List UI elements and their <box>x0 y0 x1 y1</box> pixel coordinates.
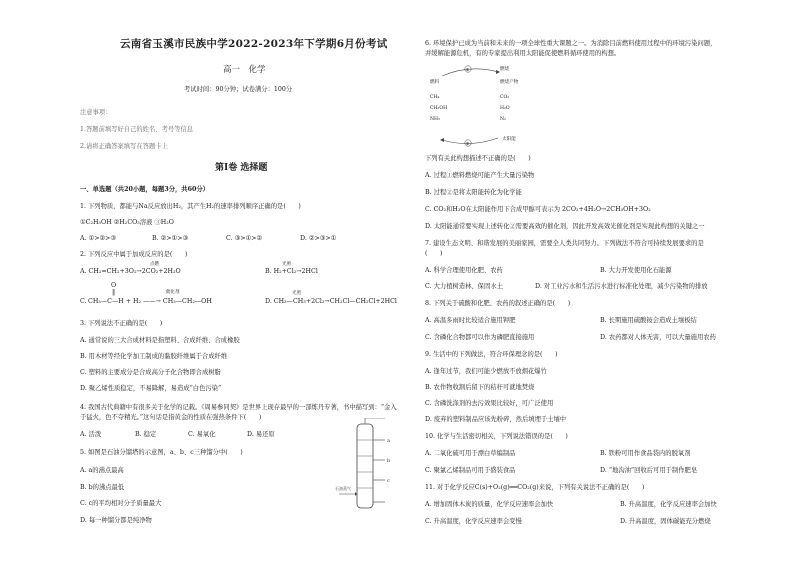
q2-a-condition: 点燃 <box>150 262 159 267</box>
diag-ch4: CH₄ <box>430 95 440 100</box>
question-2: 2. 下列反应中属于加成反应的是( ) <box>80 251 188 258</box>
section-title: 一、单选题（共20小题，每题3分，共60分） <box>80 186 209 193</box>
notice-title: 注意事项： <box>80 109 112 116</box>
svg-text:c: c <box>387 478 390 484</box>
q6-option-a: A. 过程①燃料燃烧可能产生大量污染物 <box>425 172 535 179</box>
q4-option-d: D. 易还原 <box>247 431 275 438</box>
q4-option-b: B. 稳定 <box>135 431 157 438</box>
notice-2: 2.请将正确答案填写在答题卡上 <box>80 143 168 150</box>
q2-c-double-bond: ‖ <box>112 289 116 296</box>
question-9: 9. 生活中的下列做法，符合环保理念的是( ) <box>425 351 558 358</box>
q2-option-b: B. H₂+Cl₂→2HCl <box>265 268 318 275</box>
q2-option-c: CH₃—C—H + H₂ ——→ CH₃—CH₂—OH <box>88 298 212 305</box>
diag-combust: 燃烧 <box>500 67 510 72</box>
q10-option-c: C. 聚氯乙烯制品可用于盛装食品 <box>425 467 516 474</box>
exam-info: 考试时间：90分钟；试卷满分：100分 <box>184 86 293 93</box>
svg-text:a: a <box>387 438 390 444</box>
tower-input-label: 石油蒸气 <box>335 486 351 491</box>
part-title: 第Ⅰ卷 选择题 <box>215 163 268 173</box>
q2-c-condition: 催化剂 <box>166 290 180 295</box>
q7-option-c: C. 大力植树造林、保固水土 <box>425 283 503 290</box>
q7-option-d: D. 对工业污水和生活污水进行标准化处理，减少污染物的排放 <box>535 283 708 290</box>
q5-option-c: C. c的平均相对分子质量最大 <box>80 500 162 507</box>
q11-option-c: C. 升高温度，化学反应速率会变慢 <box>425 518 522 525</box>
q2-c-label: C. <box>80 298 87 305</box>
question-1-items: ①C₂H₅OH ②H₂CO₃溶液 ③H₂O <box>80 219 174 226</box>
exam-subtitle: 高一 化学 <box>223 65 266 75</box>
question-6-line-1: 6. 环境保护已成为当前和未来的一项全球性重大课题之一。为消除目前燃料使用过程中的环境污染问题， <box>425 40 717 47</box>
question-3: 3. 下列说法不正确的是( ) <box>80 320 163 327</box>
question-5: 5. 如图是石油分馏塔的示意图，a、b、c三种馏分中( ) <box>80 449 243 456</box>
q8-option-c: C. 含磷化合物都可以作为磷肥直接施用 <box>425 334 535 341</box>
diag-co2: CO₂ <box>500 95 510 100</box>
q11-option-a: A. 增加固体木炭的质量，化学反应速率会加快 <box>425 501 554 508</box>
q8-option-b: B. 长期施用硫酸铵会造成土壤板结 <box>600 317 697 324</box>
notice-1: 1.答题前填写好自己的姓名、考号等信息 <box>80 126 194 133</box>
q1-option-d: D. ②>③>① <box>300 235 337 242</box>
q1-option-b: B. ②>①>③ <box>152 235 189 242</box>
distillation-tower-figure <box>335 418 405 518</box>
q1-option-a: A. ①>②>③ <box>80 235 117 242</box>
q9-option-b: B. 农作物收割后留下的秸秆可就地焚烧 <box>425 384 535 391</box>
q3-option-d: D. 聚乙烯性质稳定，不易降解，易造成“白色污染” <box>80 385 222 392</box>
question-4-line-1: 4. 我国古代典籍中有很多关于化学的记载。《周易参同契》是世界上现存最早的一部炼丹专著，书中描写到：“金入 <box>80 404 397 411</box>
question-8: 8. 下列关于硫酸和化肥、农药的叙述正确的是( ) <box>425 300 571 307</box>
q2-d-condition: 光照 <box>292 291 301 296</box>
q11-option-b: B. 升高温度，化学反应速率会加快 <box>620 501 717 508</box>
diag-ch3oh: CH₃OH <box>430 106 448 111</box>
q2-option-a: A. CH₂=CH₂+3O₂→2CO₂+2H₂O <box>80 268 181 275</box>
q7-option-b: B. 大力开发使用化石能源 <box>600 267 672 274</box>
q3-option-a: A. 通常说的三大合成材料是指塑料、合成纤维、合成橡胶 <box>80 337 240 344</box>
q7-option-a: A. 科学合理使用化肥、农药 <box>425 267 503 274</box>
exam-title: 云南省玉溪市民族中学2022-2023年下学期6月份考试 <box>120 38 388 50</box>
q8-option-d: D. 农药都对人体无害，可以大量施用农药 <box>600 334 716 341</box>
q2-option-d: D. CH₃—CH₃+2Cl₂→CH₂Cl—CH₂Cl+2HCl <box>265 298 397 305</box>
q4-option-c: C. 易氧化 <box>188 431 216 438</box>
q6-option-c: C. CO₂和H₂O在太阳能作用下合成甲醇可表示为 2CO₂+4H₂O→2CH₃OH+3O₂ <box>425 206 651 213</box>
diag-solar: 太阳能 <box>502 137 516 142</box>
q10-option-d: D. “地沟油”回收后可用于制作肥皂 <box>600 467 698 474</box>
q3-option-b: B. 用木材等经化学加工制成的黏胶纤维属于合成纤维 <box>80 353 228 360</box>
question-4-line-2: 于猛火，色不夺精光。”这句话是指黄金的性质在强热条件下( ) <box>80 414 262 421</box>
question-6-ask: 下列有关此构想描述不正确的是( ) <box>425 155 531 162</box>
diag-combust-products: 燃烧产物 <box>500 80 519 85</box>
svg-text:①: ① <box>465 67 470 72</box>
q5-option-d: D. 每一种馏分都是纯净物 <box>80 517 152 524</box>
diag-nh3: NH₃ <box>430 117 440 122</box>
question-7-line-1: 7. 建设生态文明、和谐发展的美丽家园，需要全人类共同努力。下列做法不符合可持续发展要求的是 <box>425 240 704 247</box>
svg-text:②: ② <box>465 141 470 146</box>
question-6-line-2: 并缓解能源危机，有的专家提出利用太阳能促使燃料循环使用的构想。 <box>425 50 621 57</box>
q6-option-b: B. 过程②是将太阳能转化为化学能 <box>425 189 522 196</box>
question-11: 11. 对于化学反应C(s)+O₂(g)══CO₂(g)来说，下列有关说法不正确的是( ) <box>425 484 645 491</box>
diag-fuel: 燃料 <box>430 80 440 85</box>
q6-option-d: D. 太阳能通常要实现上述转化②需要高效的催化剂，因此开发高效光催化剂是实现此构想的关键之一 <box>425 223 705 230</box>
q3-option-c: C. 塑料的主要成分是合成高分子化合物即合成树脂 <box>80 369 221 376</box>
question-1: 1. 下列物质，都能与Na反应放出H₂，其产生H₂的速率排列顺序正确的是( ) <box>80 203 301 210</box>
q11-option-d: D. 升高温度，固体碳能充分燃烧 <box>620 518 711 525</box>
q9-option-d: D. 废弃的塑料制品应该先粉碎，然后填埋于土壤中 <box>425 416 567 423</box>
fuel-cycle-diagram <box>430 62 540 150</box>
question-7-line-2: ( ) <box>425 250 443 257</box>
q9-option-c: C. 含磷洗涤剂的去污效果比较好，可广泛使用 <box>425 400 554 407</box>
q2-c-oxygen: O <box>111 282 117 289</box>
q5-option-b: B. b的沸点最低 <box>80 484 125 491</box>
q4-option-a: A. 活泼 <box>80 431 102 438</box>
q9-option-a: A. 逢年过节，我们可能少燃放不放烟花爆竹 <box>425 368 547 375</box>
q10-option-b: B. 铁粉可用作食品袋内的脱氧剂 <box>600 450 691 457</box>
q10-option-a: A. 二氧化硫可用于漂白草编制品 <box>425 450 516 457</box>
diag-n2: N₂ <box>500 117 506 122</box>
q8-option-a: A. 高温多雨时比较适合施用钾肥 <box>425 317 516 324</box>
q2-b-condition: 光照 <box>282 262 291 267</box>
diag-h2o: H₂O <box>500 106 510 111</box>
q1-option-c: C. ③>①>② <box>226 235 263 242</box>
q5-option-a: A. a的沸点最高 <box>80 467 124 474</box>
svg-text:b: b <box>387 458 391 464</box>
question-10: 10. 化学与生活密切相关，下列说法错误的是( ) <box>425 433 568 440</box>
